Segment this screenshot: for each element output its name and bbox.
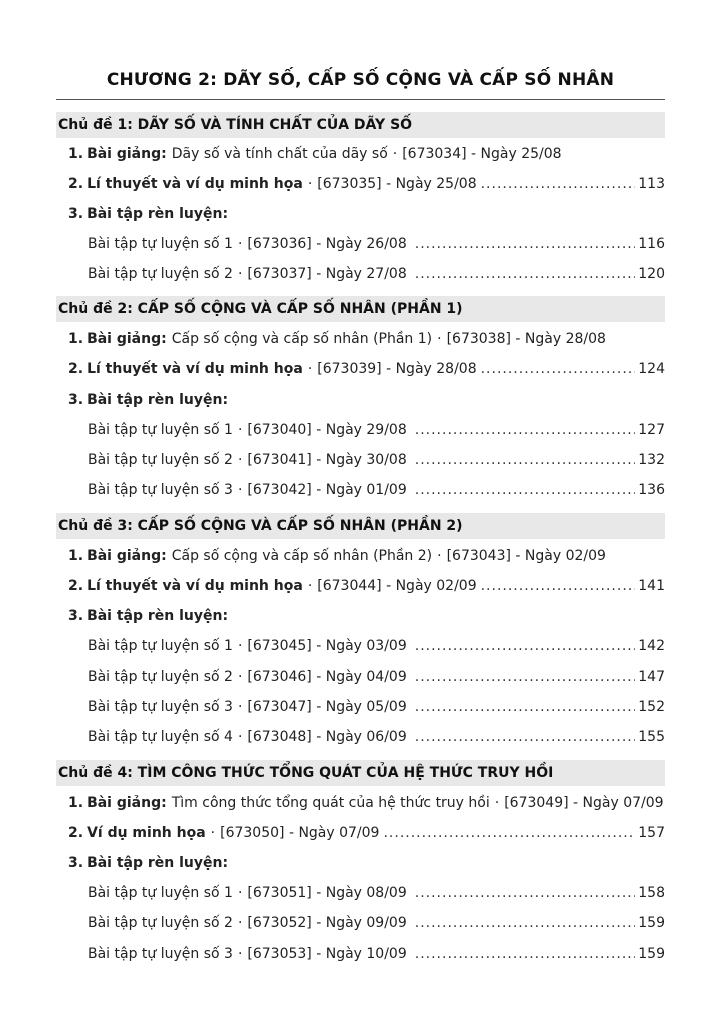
separator-dot: · bbox=[437, 331, 442, 347]
separator-dot: · bbox=[237, 885, 243, 901]
entry-code: [673049] - Ngày 07/09 bbox=[504, 795, 664, 811]
separator-dot: · bbox=[237, 729, 243, 745]
separator-dot: · bbox=[307, 176, 313, 192]
entry-code: [673041] - Ngày 30/08 bbox=[247, 452, 407, 468]
page-number: 158 bbox=[638, 885, 665, 901]
entry-title: Cấp số cộng và cấp số nhân (Phần 1) bbox=[171, 331, 433, 347]
page-number: 155 bbox=[638, 729, 665, 745]
entry-label: Bài tập rèn luyện: bbox=[87, 392, 229, 408]
toc-entry-exercise[interactable] bbox=[88, 913, 665, 933]
toc-entry-lecture[interactable] bbox=[68, 144, 665, 164]
dot-leader bbox=[415, 883, 636, 903]
separator-dot: · bbox=[237, 669, 243, 685]
entry-label: Bài tập rèn luyện: bbox=[87, 855, 229, 871]
dot-leader bbox=[481, 359, 636, 379]
entry-number: 1. bbox=[68, 146, 84, 162]
page-number: 127 bbox=[638, 422, 665, 438]
entry-code: [673043] - Ngày 02/09 bbox=[446, 548, 606, 564]
toc-entry-exercise[interactable] bbox=[88, 944, 665, 964]
page-number: 159 bbox=[638, 946, 665, 962]
entry-title: Bài tập tự luyện số 1 bbox=[88, 422, 233, 438]
toc-entry-examples[interactable] bbox=[68, 823, 665, 843]
topic-header[interactable]: Chủ đề 3: CẤP SỐ CỘNG VÀ CẤP SỐ NHÂN (PHẦN 2) bbox=[56, 513, 665, 539]
entry-code: [673038] - Ngày 28/08 bbox=[446, 331, 606, 347]
page-number: 142 bbox=[638, 638, 665, 654]
dot-leader bbox=[415, 480, 636, 500]
separator-dot: · bbox=[237, 266, 243, 282]
toc-entry-exercise[interactable] bbox=[88, 450, 665, 470]
toc-entry-exercise[interactable] bbox=[88, 883, 665, 903]
entry-code: [673034] - Ngày 25/08 bbox=[402, 146, 562, 162]
entry-label: Bài giảng: bbox=[87, 146, 167, 162]
topic-header[interactable]: Chủ đề 4: TÌM CÔNG THỨC TỔNG QUÁT CỦA HỆ THỨC TRUY HỒI bbox=[56, 760, 665, 786]
entry-number: 3. bbox=[68, 392, 84, 408]
dot-leader bbox=[415, 944, 636, 964]
page-number: 132 bbox=[638, 452, 665, 468]
dot-leader bbox=[415, 667, 636, 687]
page-number: 120 bbox=[638, 266, 665, 282]
entry-number: 3. bbox=[68, 608, 84, 624]
separator-dot: · bbox=[437, 548, 442, 564]
chapter-title: CHƯƠNG 2: DÃY SỐ, CẤP SỐ CỘNG VÀ CẤP SỐ NHÂN bbox=[106, 70, 615, 90]
separator-dot: · bbox=[392, 146, 398, 162]
entry-code: [673052] - Ngày 09/09 bbox=[247, 915, 407, 931]
entry-code: [673037] - Ngày 27/08 bbox=[247, 266, 407, 282]
page-number: 124 bbox=[638, 361, 665, 377]
entry-label: Lí thuyết và ví dụ minh họa bbox=[87, 361, 303, 377]
entry-code: [673051] - Ngày 08/09 bbox=[247, 885, 407, 901]
entry-code: [673050] - Ngày 07/09 bbox=[220, 825, 380, 841]
dot-leader bbox=[415, 234, 636, 254]
entry-title: Bài tập tự luyện số 1 bbox=[88, 236, 233, 252]
entry-label: Bài tập rèn luyện: bbox=[87, 206, 229, 222]
entry-number: 2. bbox=[68, 176, 84, 192]
separator-dot: · bbox=[237, 946, 243, 962]
dot-leader bbox=[415, 420, 636, 440]
entry-code: [673046] - Ngày 04/09 bbox=[247, 669, 407, 685]
page-number: 113 bbox=[638, 176, 665, 192]
entry-code: [673048] - Ngày 06/09 bbox=[247, 729, 407, 745]
entry-title: Bài tập tự luyện số 2 bbox=[88, 669, 233, 685]
entry-code: [673045] - Ngày 03/09 bbox=[247, 638, 407, 654]
dot-leader bbox=[383, 823, 635, 843]
separator-dot: · bbox=[237, 422, 243, 438]
separator-dot: · bbox=[237, 915, 243, 931]
entry-code: [673040] - Ngày 29/08 bbox=[247, 422, 407, 438]
separator-dot: · bbox=[237, 452, 243, 468]
entry-title: Dãy số và tính chất của dãy số bbox=[171, 146, 388, 162]
separator-dot: · bbox=[237, 638, 243, 654]
toc-entry-exercises bbox=[68, 606, 665, 626]
entry-number: 2. bbox=[68, 361, 84, 377]
page-number: 116 bbox=[638, 236, 665, 252]
entry-label: Bài giảng: bbox=[87, 548, 167, 564]
entry-code: [673039] - Ngày 28/08 bbox=[317, 361, 477, 377]
separator-dot: · bbox=[237, 482, 243, 498]
entry-title: Bài tập tự luyện số 1 bbox=[88, 638, 233, 654]
toc-entry-exercise[interactable] bbox=[88, 667, 665, 687]
separator-dot: · bbox=[237, 236, 243, 252]
separator-dot: · bbox=[307, 361, 313, 377]
entry-title: Bài tập tự luyện số 1 bbox=[88, 885, 233, 901]
entry-number: 3. bbox=[68, 206, 84, 222]
toc-entry-lecture[interactable] bbox=[68, 546, 665, 566]
entry-label: Bài tập rèn luyện: bbox=[87, 608, 229, 624]
entry-title: Bài tập tự luyện số 2 bbox=[88, 915, 233, 931]
entry-number: 2. bbox=[68, 578, 84, 594]
entry-label: Lí thuyết và ví dụ minh họa bbox=[87, 578, 303, 594]
entry-code: [673042] - Ngày 01/09 bbox=[247, 482, 407, 498]
toc-entry-exercises bbox=[68, 390, 665, 410]
entry-title: Bài tập tự luyện số 3 bbox=[88, 946, 233, 962]
entry-number: 3. bbox=[68, 855, 84, 871]
page-number: 159 bbox=[638, 915, 665, 931]
toc-entry-lecture[interactable] bbox=[68, 329, 665, 349]
entry-title: Bài tập tự luyện số 2 bbox=[88, 452, 233, 468]
entry-title: Cấp số cộng và cấp số nhân (Phần 2) bbox=[171, 548, 433, 564]
separator-dot: · bbox=[237, 699, 243, 715]
entry-title: Bài tập tự luyện số 3 bbox=[88, 699, 233, 715]
page-number: 136 bbox=[638, 482, 665, 498]
entry-title: Bài tập tự luyện số 4 bbox=[88, 729, 233, 745]
separator-dot: · bbox=[210, 825, 216, 841]
entry-code: [673044] - Ngày 02/09 bbox=[317, 578, 477, 594]
entry-number: 1. bbox=[68, 548, 84, 564]
toc-entry-theory[interactable] bbox=[68, 359, 665, 379]
separator-dot: · bbox=[307, 578, 313, 594]
dot-leader bbox=[415, 913, 636, 933]
toc-entry-exercise[interactable] bbox=[88, 697, 665, 717]
entry-code: [673053] - Ngày 10/09 bbox=[247, 946, 407, 962]
page-number: 141 bbox=[638, 578, 665, 594]
toc-entry-theory[interactable] bbox=[68, 174, 665, 194]
dot-leader bbox=[415, 697, 636, 717]
toc-entry-exercise[interactable] bbox=[88, 727, 665, 747]
entry-label: Bài giảng: bbox=[87, 795, 167, 811]
toc-entry-exercise[interactable] bbox=[88, 234, 665, 254]
entry-label: Lí thuyết và ví dụ minh họa bbox=[87, 176, 303, 192]
topic-header[interactable]: Chủ đề 2: CẤP SỐ CỘNG VÀ CẤP SỐ NHÂN (PHẦN 1) bbox=[56, 296, 665, 322]
toc-entry-lecture[interactable] bbox=[68, 793, 665, 813]
toc-entry-exercise[interactable] bbox=[88, 636, 665, 656]
entry-title: Bài tập tự luyện số 2 bbox=[88, 266, 233, 282]
entry-label: Bài giảng: bbox=[87, 331, 167, 347]
dot-leader bbox=[481, 174, 636, 194]
toc-entry-theory[interactable] bbox=[68, 576, 665, 596]
dot-leader bbox=[415, 264, 636, 284]
toc-entry-exercise[interactable] bbox=[88, 480, 665, 500]
topic-header[interactable]: Chủ đề 1: DÃY SỐ VÀ TÍNH CHẤT CỦA DÃY SỐ bbox=[56, 112, 665, 138]
dot-leader bbox=[481, 576, 636, 596]
dot-leader bbox=[415, 450, 636, 470]
toc-entry-exercise[interactable] bbox=[88, 420, 665, 440]
entry-number: 2. bbox=[68, 825, 84, 841]
entry-number: 1. bbox=[68, 331, 84, 347]
entry-number: 1. bbox=[68, 795, 84, 811]
toc-entry-exercise[interactable] bbox=[88, 264, 665, 284]
page-number: 157 bbox=[638, 825, 665, 841]
entry-code: [673036] - Ngày 26/08 bbox=[247, 236, 407, 252]
page-number: 152 bbox=[638, 699, 665, 715]
page-number: 147 bbox=[638, 669, 665, 685]
title-rule bbox=[56, 99, 665, 100]
entry-code: [673035] - Ngày 25/08 bbox=[317, 176, 477, 192]
separator-dot: · bbox=[494, 795, 500, 811]
entry-title: Tìm công thức tổng quát của hệ thức truy hồi bbox=[171, 795, 490, 811]
toc-entry-exercises bbox=[68, 853, 665, 873]
entry-title: Bài tập tự luyện số 3 bbox=[88, 482, 233, 498]
toc-entry-exercises bbox=[68, 204, 665, 224]
entry-code: [673047] - Ngày 05/09 bbox=[247, 699, 407, 715]
dot-leader bbox=[415, 636, 636, 656]
entry-label: Ví dụ minh họa bbox=[87, 825, 206, 841]
dot-leader bbox=[415, 727, 636, 747]
